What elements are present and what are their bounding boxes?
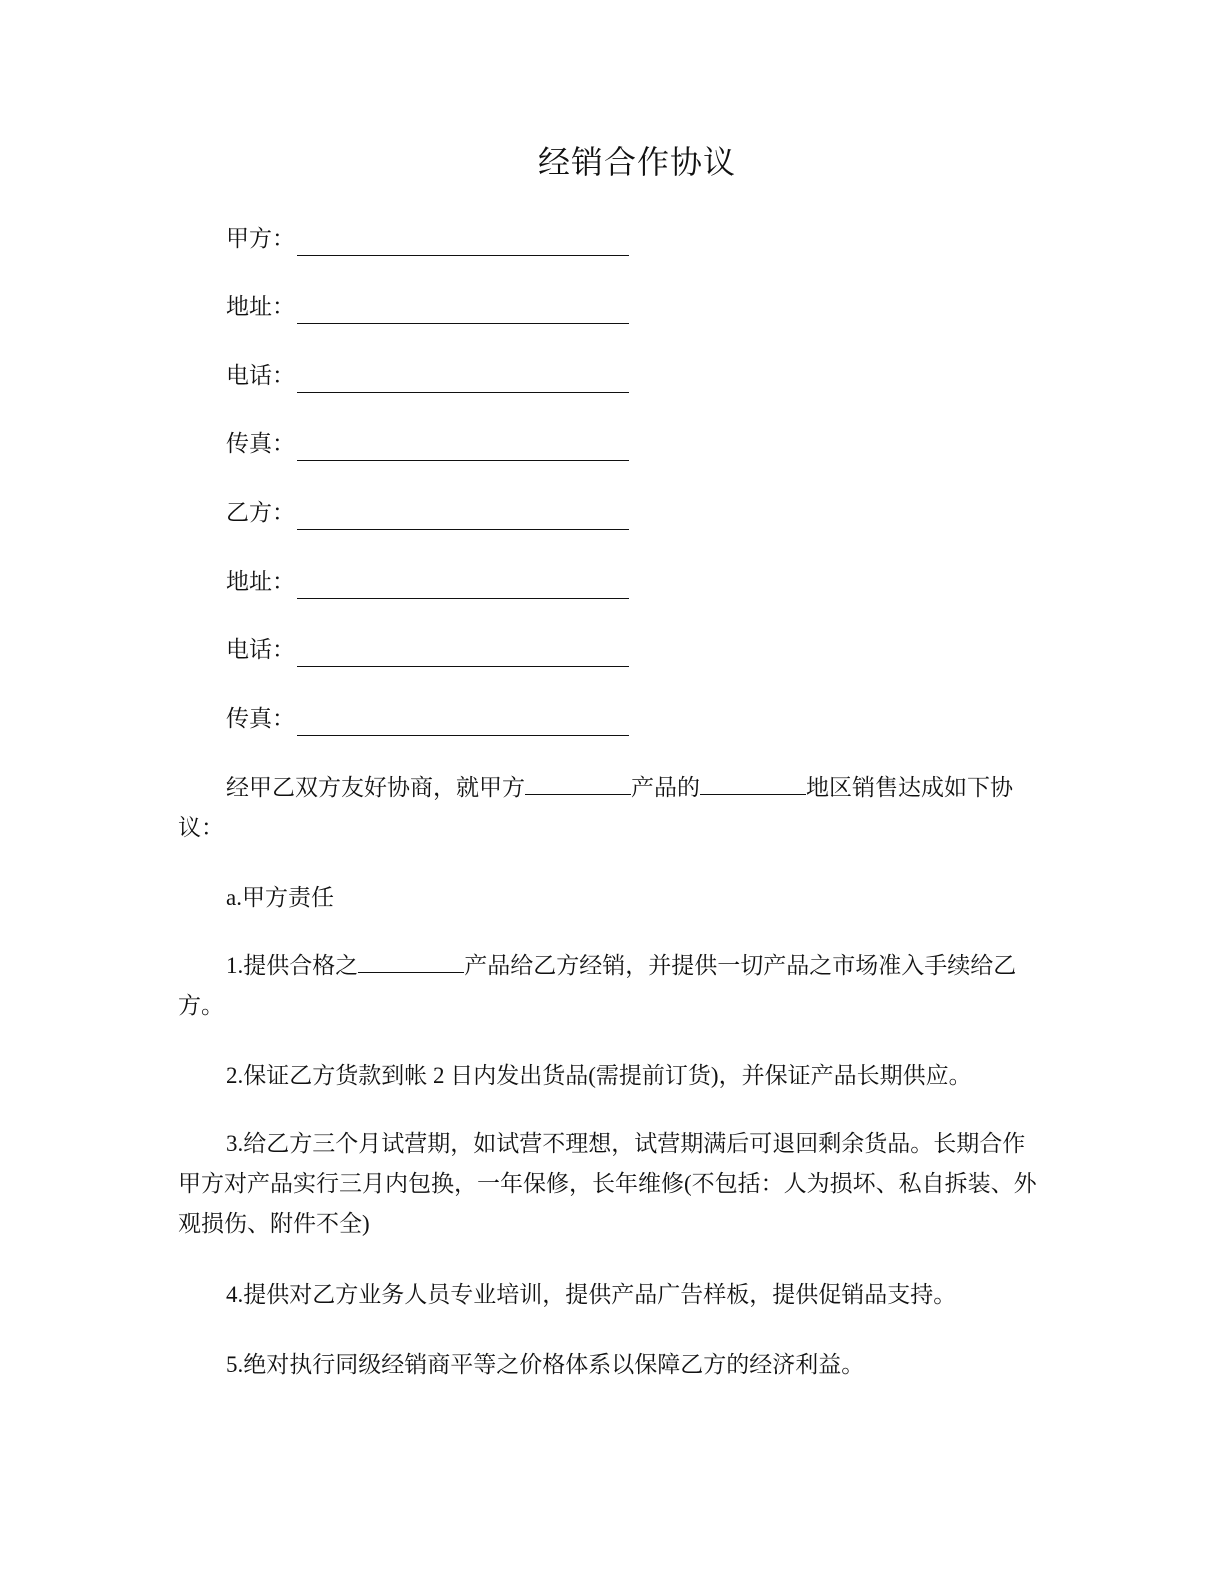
document-title: 经销合作协议 (537, 143, 736, 181)
intro-text-3: 地区销售达成如下协议： (178, 775, 1013, 841)
field-label: 电话： (226, 637, 295, 663)
fill-in-line (297, 570, 629, 599)
section-a-heading: a.甲方责任 (226, 885, 334, 910)
fill-in-line (297, 227, 629, 256)
intro-paragraph (178, 768, 1046, 848)
field-label: 地址： (226, 294, 295, 320)
intro-text-1: 经甲乙双方友好协商，就甲方 (226, 775, 525, 801)
party-b-phone-field (226, 633, 629, 667)
party-b-address-field (226, 565, 629, 599)
party-a-phone-field (226, 359, 629, 393)
intro-text-2: 产品的 (631, 775, 700, 801)
region-blank-line (700, 770, 806, 795)
field-label: 传真： (226, 706, 295, 732)
party-b-name-field (226, 496, 629, 530)
clause-1-text-2: 产品给乙方经销，并提供一切产品之市场准入手续给乙方。 (178, 953, 1017, 1018)
party-a-name-field (226, 222, 629, 256)
field-label: 甲方： (226, 226, 295, 252)
clause-3: 3.给乙方三个月试营期，如试营不理想，试营期满后可退回剩余货品。长期合作甲方对产品实行三月内包换，一年保修，长年维修(不包括：人为损坏、私自拆装、外观损伤、附件不全) (178, 1131, 1037, 1236)
field-label: 电话： (226, 363, 295, 389)
field-label: 地址： (226, 569, 295, 595)
party-a-address-field (226, 290, 629, 324)
fill-in-line (297, 501, 629, 530)
fill-in-line (297, 295, 629, 324)
clause-1 (178, 946, 1046, 1026)
clause-1-text-1: 1.提供合格之 (226, 953, 359, 978)
clause-5: 5.绝对执行同级经销商平等之价格体系以保障乙方的经济利益。 (226, 1352, 865, 1377)
field-label: 传真： (226, 431, 295, 457)
field-label: 乙方： (226, 500, 295, 526)
clause-4: 4.提供对乙方业务人员专业培训，提供产品广告样板，提供促销品支持。 (226, 1282, 957, 1307)
fill-in-line (297, 432, 629, 461)
fill-in-line (297, 364, 629, 393)
product-blank-line (358, 948, 464, 973)
fill-in-line (297, 707, 629, 736)
product-blank-line (525, 770, 631, 795)
party-a-fax-field (226, 427, 629, 461)
fill-in-line (297, 638, 629, 667)
clause-2: 2.保证乙方货款到帐 2 日内发出货品(需提前订货)，并保证产品长期供应。 (226, 1063, 972, 1088)
party-b-fax-field (226, 702, 629, 736)
